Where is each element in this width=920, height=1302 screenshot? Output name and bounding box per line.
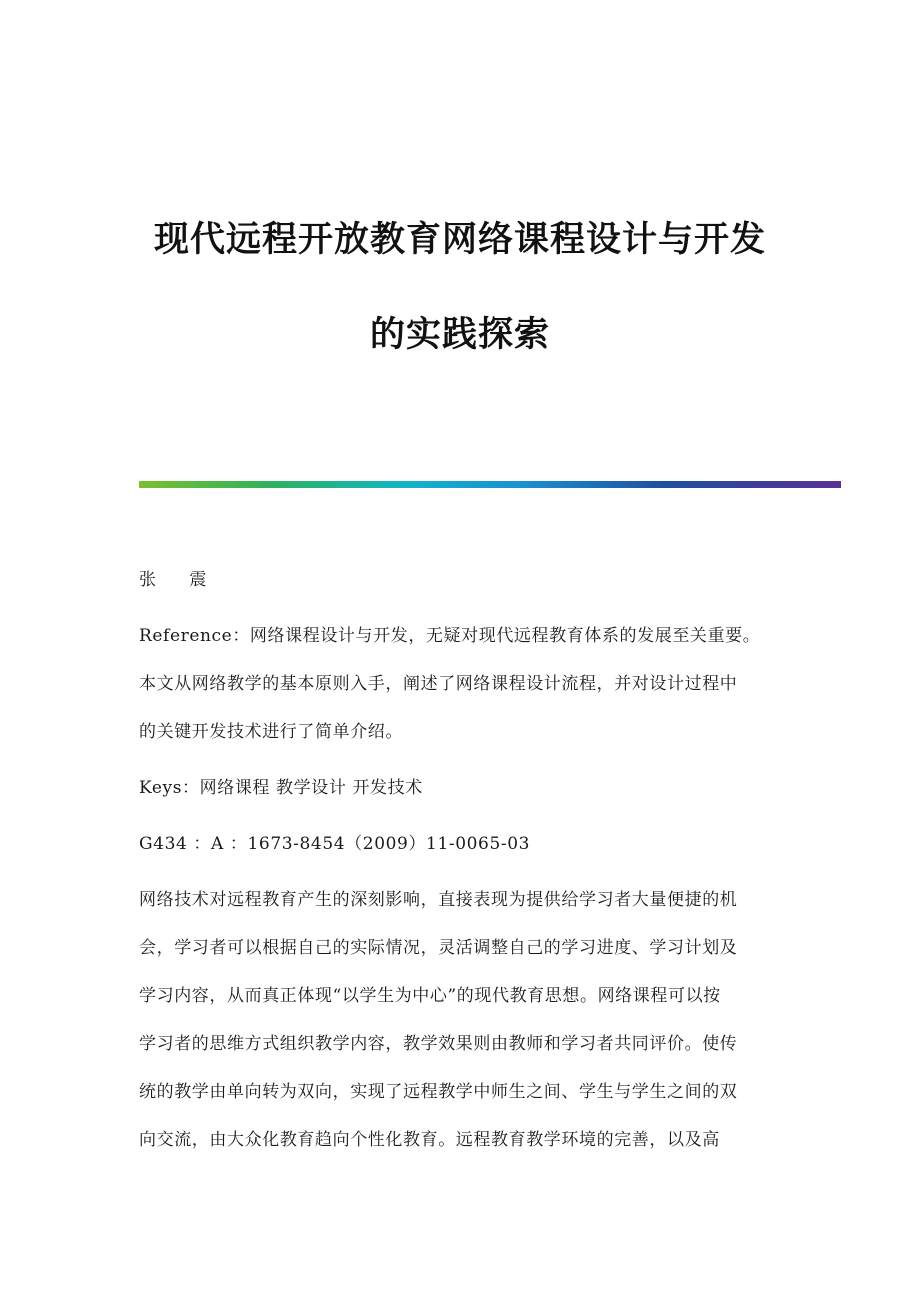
classification-line: G434 ：A ：1673-8454（2009）11-0065-03 [139, 834, 531, 854]
body-line: 统的教学由单向转为双向，实现了远程教学中师生之间、学生与学生之间的双 [139, 1082, 738, 1102]
body-line: 会，学习者可以根据自己的实际情况，灵活调整自己的学习进度、学习计划及 [139, 938, 738, 958]
title-line-1: 现代远程开放教育网络课程设计与开发 [153, 220, 766, 260]
author-name: 张 震 [139, 570, 221, 590]
title-line-2: 的实践探索 [369, 315, 550, 355]
gradient-divider [139, 481, 841, 488]
body-line: 向交流，由大众化教育趋向个性化教育。远程教育教学环境的完善，以及高 [139, 1130, 720, 1150]
abstract-line: 的关键开发技术进行了简单介绍。 [139, 722, 403, 742]
keywords-line: Keys：网络课程 教学设计 开发技术 [139, 778, 423, 798]
body-line: 网络技术对远程教育产生的深刻影响，直接表现为提供给学习者大量便捷的机 [139, 890, 738, 910]
abstract-line: Reference：网络课程设计与开发，无疑对现代远程教育体系的发展至关重要。 [139, 626, 761, 646]
abstract-line: 本文从网络教学的基本原则入手，阐述了网络课程设计流程，并对设计过程中 [139, 674, 738, 694]
body-line: 学习者的思维方式组织教学内容，教学效果则由教师和学习者共同评价。使传 [139, 1034, 738, 1054]
body-line: 学习内容，从而真正体现“以学生为中心”的现代教育思想。网络课程可以按 [139, 986, 721, 1006]
